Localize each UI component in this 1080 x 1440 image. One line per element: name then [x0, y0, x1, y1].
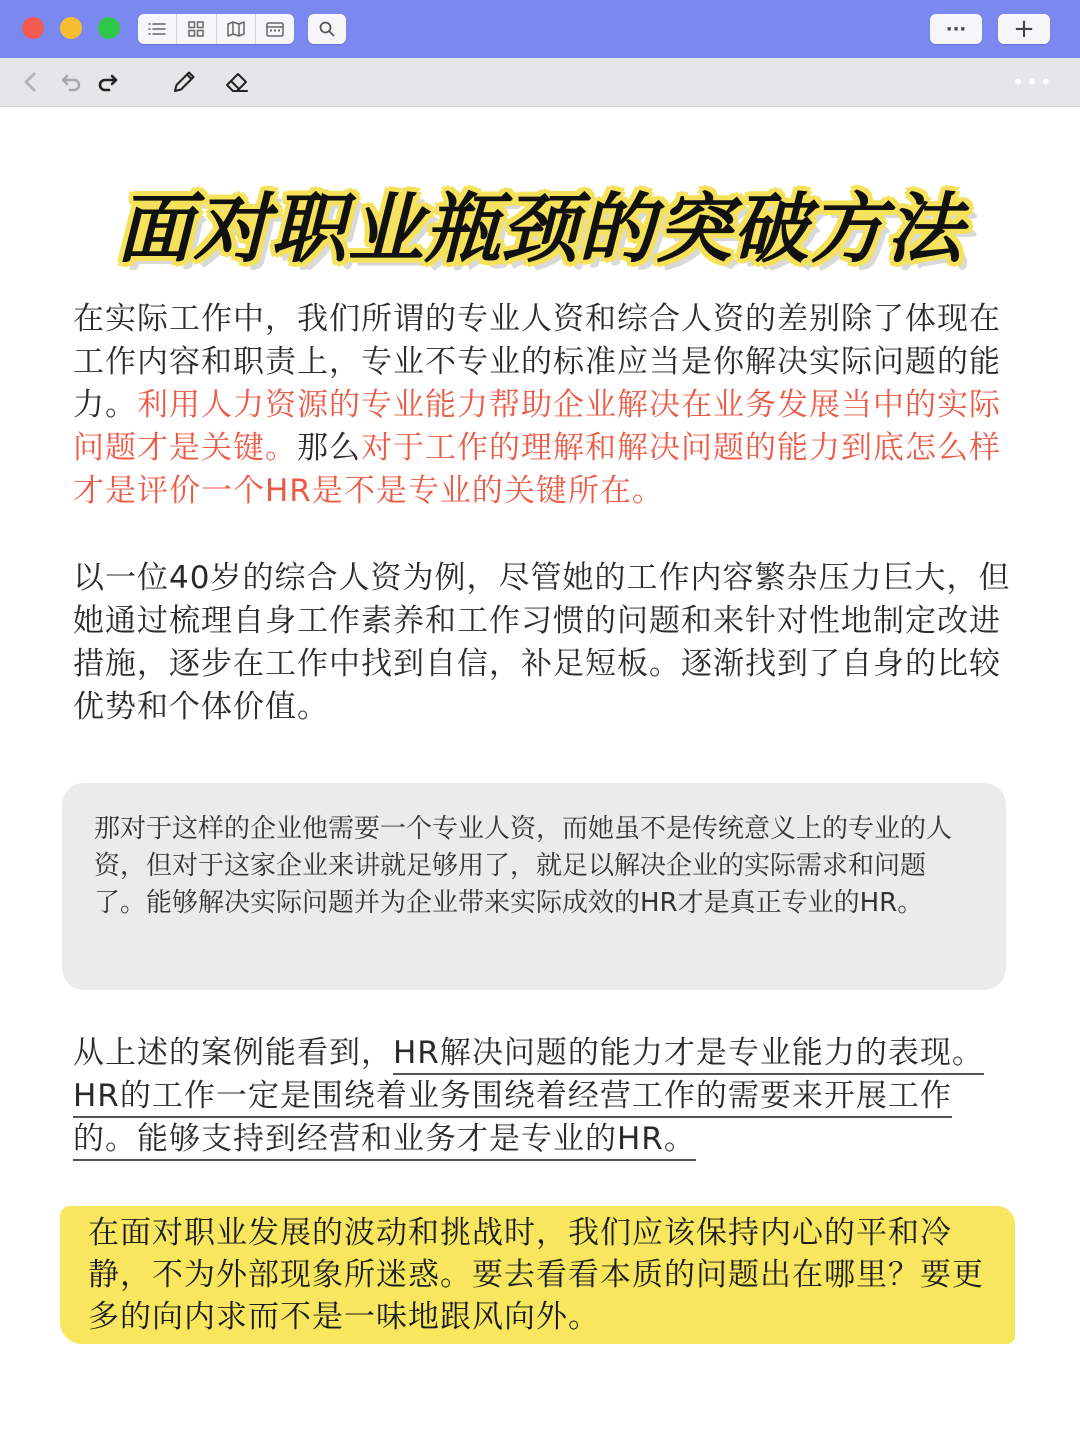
- back-button[interactable]: [18, 70, 42, 94]
- calendar-view-button[interactable]: [256, 14, 294, 44]
- undo-icon: [60, 72, 82, 92]
- intro-text: 在实际工作中，我们所谓的专业人资和综合人资的差别除了体现在工作内容和职责上，专业不专业的标准应当是你解决实际问题的能力。: [73, 301, 1001, 423]
- minimize-window-button[interactable]: [60, 17, 82, 39]
- conclusion-lead: 从上述的案例能看到，: [73, 1035, 393, 1071]
- eraser-tool-button[interactable]: [222, 68, 252, 96]
- connector-text: 那么: [297, 430, 361, 466]
- grid-view-button[interactable]: [177, 14, 216, 44]
- window-titlebar: [0, 0, 1080, 58]
- zoom-window-button[interactable]: [98, 17, 120, 39]
- chevron-left-icon: [23, 72, 37, 92]
- toolbar-more-button[interactable]: •••: [1012, 70, 1054, 94]
- quote-box: [62, 783, 1006, 990]
- map-view-button[interactable]: [217, 14, 256, 44]
- quote-text: 那对于这样的企业他需要一个专业人资，而她虽不是传统意义上的专业的人资，但对于这家企业来讲就足够用了，就足以解决企业的实际需求和问题了。能够解决实际问题并为企业带来实际成效的HR才是真正专业的HR。: [94, 814, 953, 918]
- pencil-icon: [171, 69, 197, 95]
- emphasis-text: 利用人力资源的专业能力帮助企业解决在业务发展当中的实际问题才是关键。: [73, 387, 1001, 466]
- underlined-text: HR解决问题的能力才是专业能力的表现。HR的工作一定是围绕着业务围绕着经营工作的需要来开展工作的。能够支持到经营和业务才是专业的HR。: [73, 1035, 984, 1161]
- more-options-button[interactable]: ···: [930, 14, 982, 44]
- highlighted-text: 在面对职业发展的波动和挑战时，我们应该保持内心的平和冷静，不为外部现象所迷惑。要去看看本质的问题出在哪里？要更多的向内求而不是一味地跟风向外。: [88, 1215, 984, 1335]
- emphasis-text-2: 对于工作的理解和解决问题的能力到底怎么样才是评价一个HR是不是专业的关键所在。: [73, 430, 1001, 509]
- undo-button[interactable]: [58, 70, 84, 94]
- conclusion-paragraph: [73, 1032, 1013, 1161]
- map-icon: [226, 20, 246, 38]
- redo-icon: [97, 72, 119, 92]
- search-icon: [318, 20, 336, 38]
- list-view-button[interactable]: [138, 14, 177, 44]
- close-window-button[interactable]: [22, 17, 44, 39]
- search-button[interactable]: [308, 14, 346, 44]
- list-view-icon: [147, 21, 167, 37]
- intro-paragraph: [73, 298, 1013, 513]
- pencil-tool-button[interactable]: [170, 68, 198, 96]
- editor-toolbar: [0, 58, 1080, 107]
- eraser-icon: [223, 69, 251, 95]
- page-title: 面对职业瓶颈的突破方法: [116, 184, 964, 273]
- grid-view-icon: [187, 20, 205, 38]
- case-paragraph: 以一位40岁的综合人资为例，尽管她的工作内容繁杂压力巨大，但她通过梳理自身工作素养和工作习惯的问题和来针对性地制定改进措施，逐步在工作中找到自信，补足短板。逐渐找到了自身的比较优势和个体价值。: [73, 560, 1011, 725]
- redo-button[interactable]: [95, 70, 121, 94]
- view-mode-segmented-control: [138, 14, 294, 44]
- calendar-icon: [265, 20, 285, 38]
- new-note-button[interactable]: +: [998, 14, 1050, 44]
